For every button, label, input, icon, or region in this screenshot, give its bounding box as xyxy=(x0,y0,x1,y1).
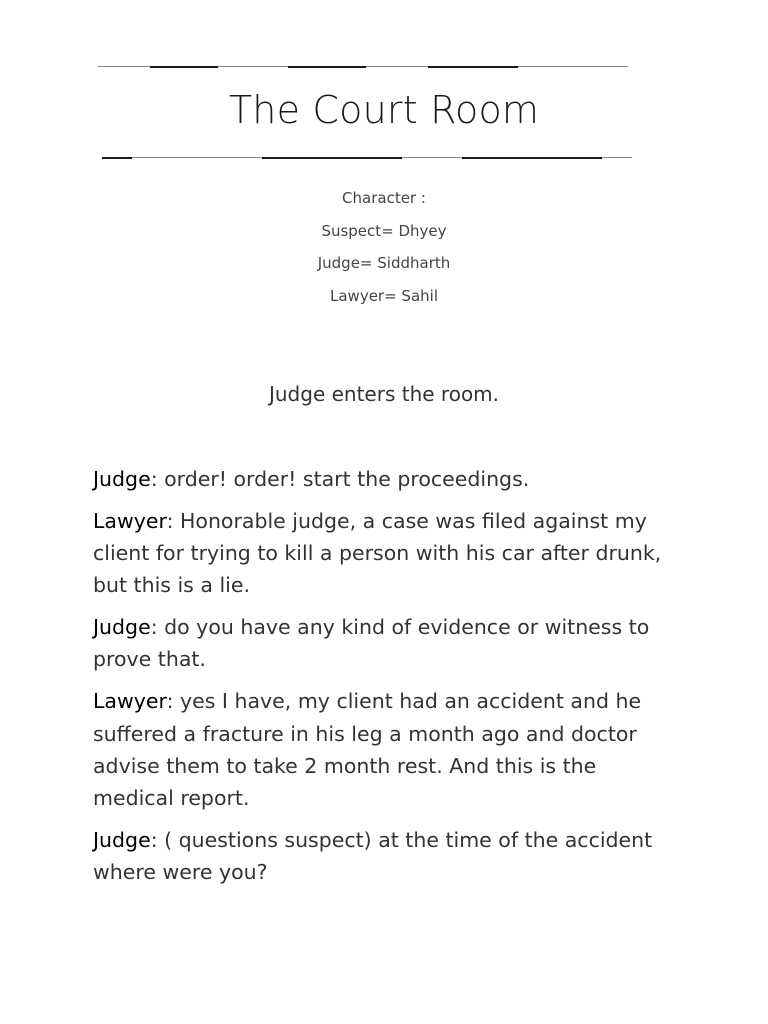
speaker-name: Lawyer xyxy=(93,508,167,533)
dialogue-line xyxy=(93,463,663,495)
speaker-name: Judge xyxy=(93,615,151,640)
dialogue-line xyxy=(93,505,663,602)
title-bottom-rule xyxy=(102,157,632,158)
dialogue-text: : order! order! start the proceedings. xyxy=(150,467,530,491)
speaker-name: Lawyer xyxy=(93,689,167,714)
dialogue-line xyxy=(93,685,663,814)
dialogue-text: : ( questions suspect) at the time of the accident where were you? xyxy=(93,827,653,885)
stage-direction: Judge enters the room. xyxy=(268,382,500,406)
character-list xyxy=(0,186,768,316)
document-title: The Court Room xyxy=(228,88,540,132)
character-judge: Judge= Siddharth xyxy=(317,254,451,272)
dialogue xyxy=(93,463,663,898)
dialogue-line xyxy=(93,611,663,676)
character-lawyer: Lawyer= Sahil xyxy=(330,286,438,305)
dialogue-text: : do you have any kind of evidence or witness to prove that. xyxy=(93,615,650,672)
title-top-rule xyxy=(98,66,628,67)
character-suspect: Suspect= Dhyey xyxy=(321,221,447,240)
speaker-name: Judge xyxy=(93,467,151,491)
dialogue-text: : yes I have, my client had an accident and he suffered a fracture in his leg a month ago and doctor advise them to take 2 month rest. And this is the medical report. xyxy=(93,689,642,811)
character-heading: Character : xyxy=(342,189,426,207)
dialogue-line xyxy=(93,824,663,889)
speaker-name: Judge xyxy=(93,827,151,852)
dialogue-text: : Honorable judge, a case was filed against my client for trying to kill a person with his car after drunk, but this is a lie. xyxy=(93,508,662,598)
